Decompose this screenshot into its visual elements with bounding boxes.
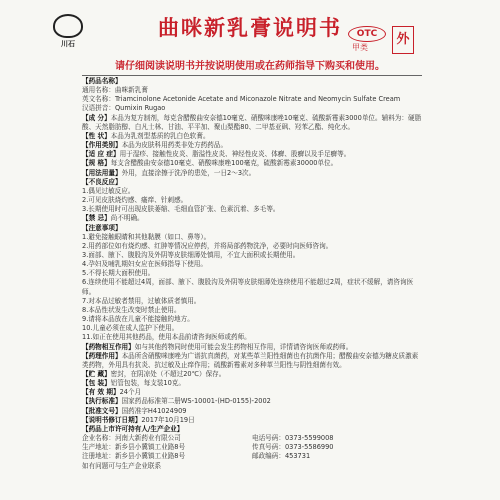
section-approval: [82, 407, 422, 416]
section-header-indications: 【适 应 症】: [82, 150, 120, 159]
indications-text: 用于湿疹、接触性皮炎、脂溢性皮炎、神经性皮炎、体癣、股癣以及手足癣等。: [119, 150, 351, 159]
company-name: 企业名称：河南大新药业有限公司: [82, 434, 181, 443]
precaution-item: 6.连续使用不能超过4周，面部、腋下、腹股沟及外阴等皮肤细薄处连续使用不能超过2周，症状不缓解，请咨询医师。: [82, 278, 414, 296]
pinyin-name: 汉语拼音：Qumixin Rugao: [82, 104, 166, 113]
section-header-standard: 【执行标准】: [82, 397, 122, 406]
external-use-badge: 外: [392, 26, 414, 54]
footer-contact-note: 如有问题可与生产企业联系: [82, 461, 162, 470]
section-usage: [82, 169, 422, 178]
contraindications-text: 尚不明确。: [110, 214, 144, 223]
section-revision: [82, 416, 422, 425]
section-header-drug-name: 【药品名称】: [82, 77, 122, 85]
section-header-ingredients: 【成 分】: [82, 113, 111, 122]
section-header-usage: 【用法用量】: [82, 168, 122, 177]
section-category: [82, 141, 422, 150]
precaution-item: 9.请将本品放在儿童不能接触的地方。: [82, 315, 194, 324]
usage-text: 外用，直接涂擦于洗净的患处，一日2～3次。: [121, 168, 256, 177]
category-text: 本品为皮肤科用药类非处方药药品。: [121, 141, 228, 150]
section-header-category: 【作用类别】: [82, 141, 122, 150]
validity-text: 24个月: [119, 388, 142, 397]
pharmacology-text: 本品所含硝酸咪康唑为广谱抗真菌药，对某些革兰阳性细菌也有抗菌作用；醋酸曲安奈德为糖皮质激素类药物，外用具有抗炎、抗过敏及止痒作用；硫酸新霉素对多种革兰阳性与阴性细菌有效。: [82, 351, 419, 369]
section-header-revision: 【说明书修订日期】: [82, 415, 142, 424]
precaution-item: 7.对本品过敏者禁用，过敏体质者慎用。: [82, 296, 201, 305]
company-row: [82, 443, 422, 452]
section-package: [82, 379, 422, 388]
ingredients-text: 本品为复方制剂，每克含醋酸曲安奈德10毫克、硝酸咪康唑10毫克、硫酸新霉素3000单位。辅料为：硬脂酸、天然脂肪醇、白凡士林、甘油、平平加、聚山梨酯80、二甲基亚砜、羟苯乙酯、纯化水。: [82, 113, 422, 131]
section-specification: [82, 159, 422, 168]
insert-body: [82, 74, 422, 471]
section-interactions: [82, 343, 422, 352]
precaution-item: 1.避免接触眼睛和其他黏膜（如口、鼻等）。: [82, 232, 211, 241]
precaution-item: 8.本品性状发生改变时禁止使用。: [82, 305, 181, 314]
company-production-address: 生产地址：新乡县小冀镇工业路8号: [82, 443, 186, 452]
appearance-text: 本品为乳剂型基质的乳白色软膏。: [110, 131, 210, 140]
warning-banner: 请仔细阅读说明书并按说明使用或在药师指导下购买和使用。: [115, 61, 385, 72]
generic-name: 通用名称：曲咪新乳膏: [82, 86, 148, 95]
precaution-item: 4.孕妇及哺乳期妇女应在医师指导下使用。: [82, 260, 207, 269]
precaution-item: 5.不得长期大面积使用。: [82, 269, 155, 278]
otc-category-label: 甲类: [352, 43, 368, 52]
section-ingredients: [82, 114, 422, 132]
storage-text: 密封，在阴凉处（不超过20℃）保存。: [110, 370, 226, 378]
section-header-interactions: 【药物相互作用】: [82, 342, 135, 351]
adverse-item: 2.可见皮肤烧灼感、瘙痒、针刺感。: [82, 196, 188, 205]
section-header-package: 【包 装】: [82, 379, 111, 388]
section-header-specification: 【规 格】: [82, 159, 111, 168]
section-standard: [82, 397, 422, 406]
section-storage: [82, 370, 422, 379]
section-header-holder: 【药品上市许可持有人/生产企业】: [82, 424, 184, 433]
specification-text: 每支含醋酸曲安奈德10毫克、硝酸咪康唑100毫克，硫酸新霉素30000单位。: [110, 159, 338, 168]
company-row: [82, 434, 422, 443]
section-header-validity: 【有 效 期】: [82, 388, 120, 397]
company-row: [82, 452, 422, 461]
section-header-precautions: 【注意事项】: [82, 223, 122, 232]
section-pharmacology: [82, 352, 422, 370]
revision-text: 2017年10月19日: [141, 415, 195, 424]
precaution-item: 11.如正在使用其他药品，使用本品前请咨询医师或药师。: [82, 333, 251, 342]
english-name: 英文名称：Triamcinolone Acetonide Acetate and Miconazole Nitrate and Neomycin Sulfate Cream: [82, 95, 401, 104]
company-postcode: 邮政编码：453731: [252, 452, 311, 461]
package-text: 铝管包装，每支装10克。: [110, 379, 185, 388]
company-fax: 传真号码：0373-5586990: [252, 443, 334, 452]
otc-badge: OTC: [348, 26, 386, 42]
section-header-appearance: 【性 状】: [82, 131, 111, 140]
company-registered-address: 注册地址：新乡县小冀镇工业路8号: [82, 452, 186, 461]
precaution-item: 10.儿童必须在成人监护下使用。: [82, 324, 179, 333]
logo-brand-text: 川石: [61, 40, 75, 48]
document-title: 曲咪新乳膏说明书: [158, 16, 342, 40]
adverse-item: 1.偶见过敏反应。: [82, 186, 135, 195]
company-tel: 电话号码：0373-5599008: [252, 434, 334, 443]
approval-text: 国药准字H41024909: [121, 406, 187, 415]
divider: [82, 75, 422, 76]
section-contraindications: [82, 214, 422, 223]
section-header-storage: 【贮 藏】: [82, 370, 111, 378]
adverse-item: 3.长期使用时可出现皮肤萎缩、毛细血管扩张、色素沉着、多毛等。: [82, 205, 280, 214]
precaution-item: 2.用药部位如有烧灼感、红肿等情况应停药，并将局部药物洗净，必要时向医师咨询。: [82, 241, 333, 250]
precaution-item: 3.面部、腋下、腹股沟及外阴等皮肤细薄处慎用，不宜大面积或长期使用。: [82, 250, 300, 259]
section-header-adverse: 【不良反应】: [82, 177, 122, 186]
section-appearance: [82, 132, 422, 141]
section-header-pharmacology: 【药理作用】: [82, 351, 122, 360]
section-header-contraindications: 【禁 忌】: [82, 214, 111, 223]
interactions-text: 如与其他药物同时使用可能会发生药物相互作用，详情请咨询医师或药师。: [134, 342, 353, 351]
section-validity: [82, 388, 422, 397]
standard-text: 国家药品标准第二册WS-10001-(HD-0155)-2002: [121, 397, 271, 406]
section-header-approval: 【批准文号】: [82, 406, 122, 415]
